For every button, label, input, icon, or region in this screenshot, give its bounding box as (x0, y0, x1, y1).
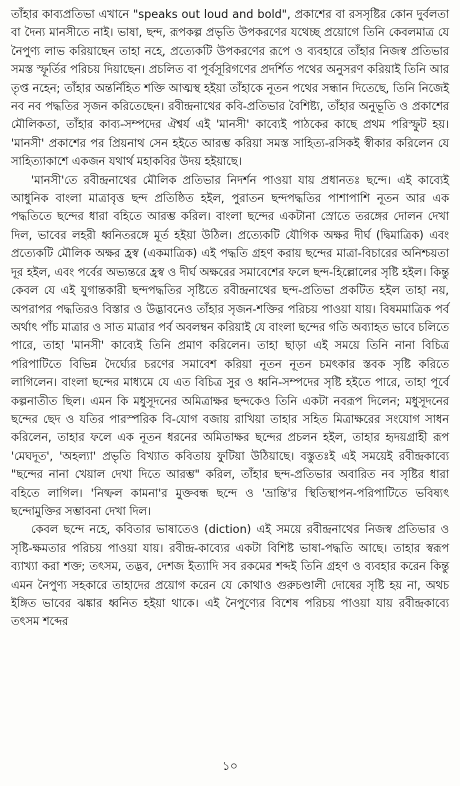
paragraph-3: কেবল ছন্দে নহে, কবিতার ভাষাতেও (diction) এই সময়ে রবীন্দ্রনাথের নিজস্ব প্রতিভার ও সৃষ্টি-ক্ষমতার পরিচয় পাওয়া যায়। রবীন্দ্র-কাব্যের একটা বিশিষ্ট ভাষা-পদ্ধতি আছে। তাহার স্বরূপ ব্যাখ্যা করা শক্ত; তৎসম, তদ্ভব, দেশজ ইত্যাদি সব রকমের শব্দই তিনি গ্রহণ ও ব্যবহার করেন কিন্তু এমন নৈপুণ্য সহকারে তাহাদের প্রয়োগ করেন যে কোথাও গুরুচণ্ডালী দোষের সৃষ্টি হয় না, অথচ ইঙ্গিত ভাবের ঝঙ্কার ধ্বনিত হইয়া থাকে। এই নৈপুণ্যের বিশেষ পরিচয় পাওয়া যায় রবীন্দ্রকাব্যে তৎসম শব্দের (11, 523, 449, 629)
paragraph-1: তাঁহার কাব্যপ্রতিভা এখানে "speaks out loud and bold", প্রকাশের বা রসসৃষ্টির কোন দুর্বলতা বা দৈন্য মানসীতে নাই। ভাষা, ছন্দ, রূপকল্প প্রভৃতি উপকরণের যথেচ্ছ প্রয়োগে তিনি কেবলমাত্র যে নৈপুণ্য লাভ করিয়াছেন তাহা নহে, প্রত্যেকটি উপকরণের রূপে ও ব্যবহারে তাঁহার নিজস্ব প্রতিভার সমস্ত স্ফূর্তির পরিচয় দিয়াছেন। প্রচলিত বা পূর্বসূরিগণের প্রদর্শিত পথের অনুসরণ করিয়াই তিনি আর তৃপ্ত নহেন; তাঁহার অন্তর্নিহিত শক্তি আত্মস্থ হইয়া তাঁহাকে নূতন পথের সন্ধান দিতেছে, তিনি নিজেই নব নব পদ্ধতির সৃজন করিতেছেন। রবীন্দ্রনাথের কবি-প্রতিভার বৈশিষ্ট্য, তাঁহার অনুভূতি ও প্রকাশের মৌলিকতা, তাঁহার কাব্য-সম্পদের ঐশ্বর্য এই 'মানসী' কাব্যেই পাঠকের কাছে প্রথম পরিস্ফুট হয়। 'মানসী' প্রকাশের পর প্রিয়নাথ সেন হইতে আরম্ভ করিয়া সমস্ত সাহিত্য-রসিকই স্বীকার করিলেন যে সাহিত্যাকাশে একজন যথার্থ মহাকবির উদয় হইয়াছে। (11, 8, 450, 169)
page-number: ১০ (222, 759, 238, 773)
paragraph-2: 'মানসী'তে রবীন্দ্রনাথের মৌলিক প্রতিভার নিদর্শন পাওয়া যায় প্রধানতঃ ছন্দে। এই কাব্যেই আধুনিক বাংলা মাত্রাবৃত্ত ছন্দ প্রতিষ্ঠিত হইল, পুরাতন ছন্দপদ্ধতির পাশাপাশি নূতন আর এক পদ্ধতিতে ছন্দের ধারা বহিতে আরম্ভ করিল। বাংলা ছন্দের একটানা স্রোতে তরঙ্গের দোলন দেখা দিল, ভাবের লহরী ধ্বনিতরঙ্গে মূর্ত হইয়া উঠিল। প্রত্যেকটি যৌগিক অক্ষর দীর্ঘ (দ্বিমাত্রিক) এবং প্রত্যেকটি মৌলিক অক্ষর হ্রস্ব (একমাত্রিক) এই পদ্ধতি গ্রহণ করায় ছন্দের মাত্রা-বিচারের অনিশ্চয়তা দূর হইল, এবং পর্বের অভ্যন্তরে হ্রস্ব ও দীর্ঘ অক্ষরের সমাবেশের ফলে ছন্দ-হিল্লোলের সৃষ্টি হইল। কিন্তু কেবল যে এই যুগান্তকারী ছন্দপদ্ধতির সৃষ্টিতে রবীন্দ্রনাথের ছন্দ-প্রতিভা প্রকটিত হইল তাহা নয়, অপরাপর পদ্ধতিরও বিস্তার ও উদ্ভাবনেও তাঁহার সৃজন-শক্তির পরিচয় পাওয়া যায়। বিষমমাত্রিক পর্ব অর্থাৎ পাঁচ মাত্রার ও সাত মাত্রার পর্ব অবলম্বন করিয়াই যে বাংলা ছন্দের গতি অব্যাহত ভাবে চলিতে পারে, তাহা 'মানসী' কাব্যেই তিনি প্রমাণ করিলেন। তাহা ছাড়া এই সময়ে তিনি নানা বিচিত্র পরিপাটিতে বিভিন্ন দৈর্ঘ্যের চরণের সমাবেশ করিয়া নূতন নূতন চমৎকার স্তবক সৃষ্টি করিতে লাগিলেন। বাংলা ছন্দের মাধ্যমে যে এত বিচিত্র সুর ও ধ্বনি-সম্পদের সৃষ্টি হইতে পারে, তাহা পূর্বে কল্পনাতীত ছিল। এমন কি মধুসূদনের অমিত্রাক্ষর ছন্দকেও তিনি একটা নবরূপ দিলেন; মধুসূদনের ছন্দের ছেদ ও যতির পারস্পরিক বি-যোগ বজায় রাখিয়া তাহার সহিত মিত্রাক্ষরের সংযোগ সাধন করিলেন, তাহার ফলে এক নূতন ধরনের অমিতাক্ষর ছন্দের প্রচলন হইল, তাহার হৃদয়গ্রাহী রূপ 'মেঘদূত', 'অহল্যা' প্রভৃতি বিখ্যাত কবিতায় ফুটিয়া উঠিয়াছে। বস্তুতঃই এই সময়েই রবীন্দ্রকাব্যে "ছন্দের নানা খেয়াল দেখা দিতে আরম্ভ" করিল, তাঁহার ছন্দ-প্রতিভার অবারিত নব সৃষ্টির ধারা বহিতে লাগিল। 'নিষ্ফল কামনা'র মুক্তবন্ধ ছন্দে ও 'ভ্রান্তি'র স্থিতিস্থাপন-পরিপাটিতে ভবিষ্যৎ ছন্দোমুক্তির সম্ভাবনা দেখা দিল। (11, 173, 449, 518)
